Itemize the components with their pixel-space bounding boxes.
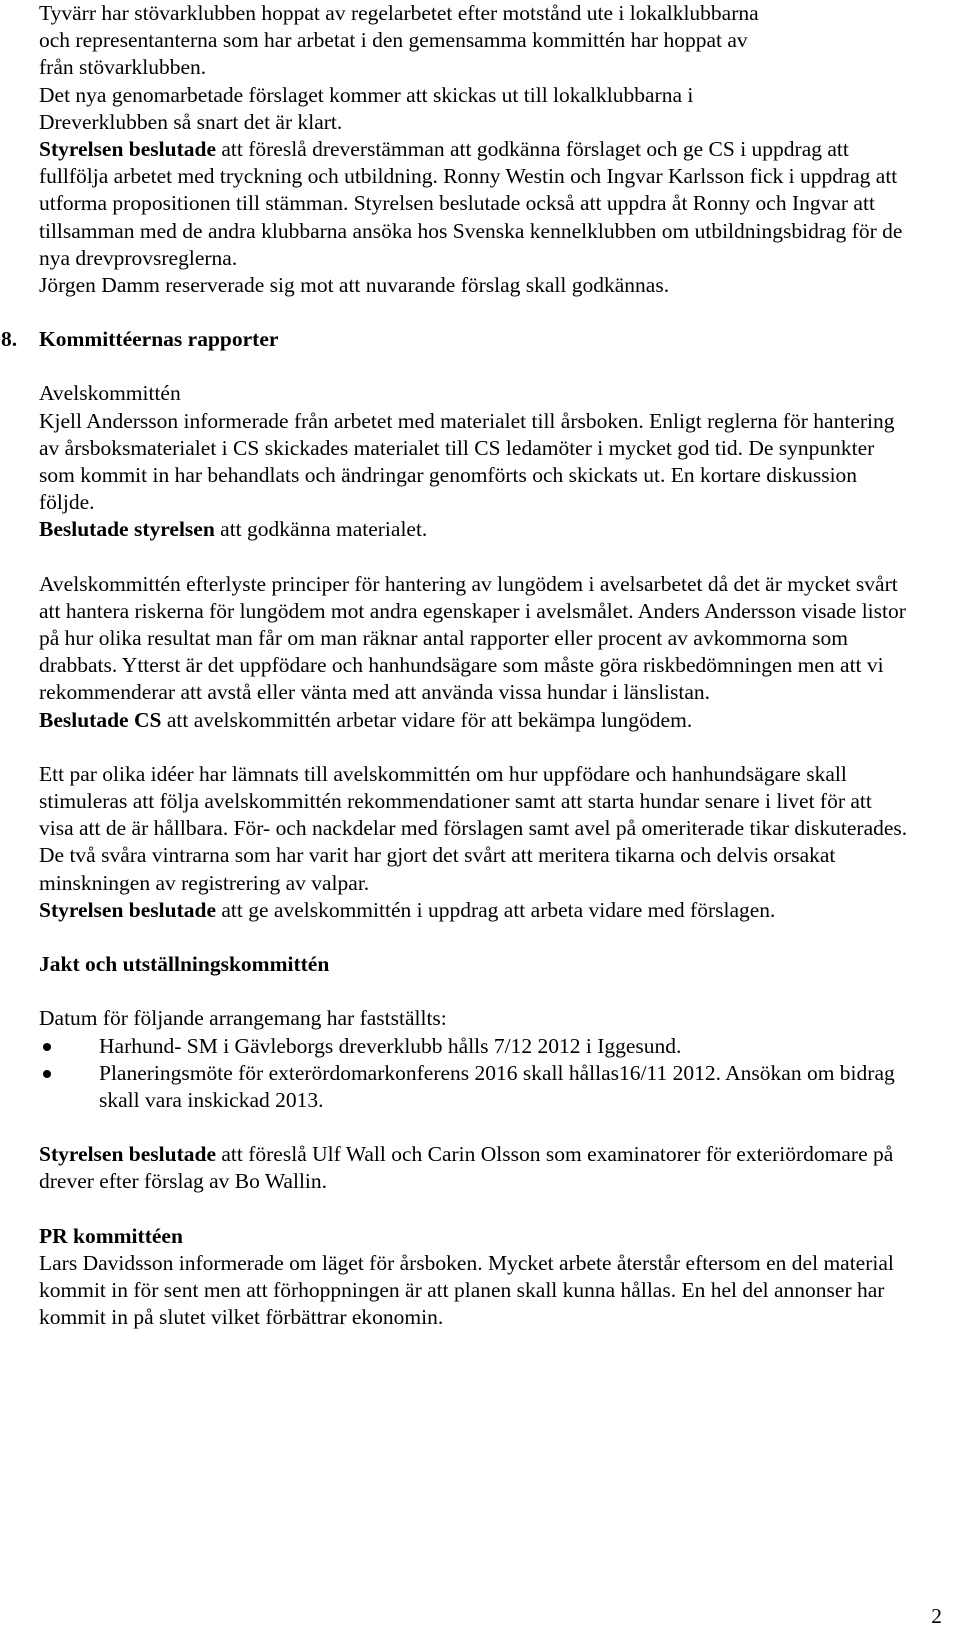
pr-paragraph: Lars Davidsson informerade om läget för årsboken. Mycket arbete återstår eftersom en del material kommit in för sent men att förhoppningen är att planen skall kunna hållas. En hel del annonser har kommit in på slutet vilket förbättrar ekonomin. — [39, 1250, 894, 1330]
intro-rest-text: Ronny Westin och Ingvar Karlsson fick i uppdrag att utforma propositionen till stämman. Styrelsen beslutade också att uppdra åt Ronny och Ingvar att tillsamman med de andra klubbarna ansöka hos Svenska kennelklubben om utbildningsbidrag för de nya drevprovsreglerna. — [39, 164, 903, 270]
reservation-text: Jörgen Damm reserverade sig mot att nuvarande förslag skall godkännas. — [39, 273, 670, 298]
section-number: 8. — [1, 327, 18, 352]
avel-text-2: Avelskommittén efterlyste principer för hantering av lungödem i avelsarbetet då det är mycket svårt att hantera riskerna för lungödem mot andra egenskaper i avelsmålet. Anders Andersson visade listor på hur olika resultat man får om man räknar antal rapporter eller procent av avkommorna som drabbats. Ytterst är det uppfödare och hanhundsägare som måste göra riskbedömningen men att vi rekommenderar att avstå eller vänta med att använda vissa hundar i länslistan. — [39, 571, 906, 705]
avel-text-3: Ett par olika idéer har lämnats till avelskommittén om hur uppfödare och hanhundsägare skall stimuleras att följa avelskommittén rekommendationer samt att starta hundar senare i livet för att visa att de är hållbara. För- och nackdelar med förslagen samt avel på omeriterade tikar diskuterades. De två svåra vintrarna som har varit har gjort det svårt att meritera tikarna och delvis orsakat minskningen av registrering av valpar. — [39, 761, 908, 895]
decision-label: Beslutade styrelsen — [39, 517, 215, 542]
avel-paragraph-1 — [39, 408, 909, 544]
list-item-text: Harhund- SM i Gävleborgs dreverklubb hålls 7/12 2012 i Iggesund. — [99, 1033, 682, 1058]
jakt-heading: Jakt och utställningskommittén — [39, 952, 330, 977]
decision-text: att föreslå Ulf Wall och Carin Olsson som examinatorer för exteriördomare på drever efter förslag av Bo Wallin. — [39, 1142, 894, 1194]
intro-line: från stövarklubben. — [39, 55, 207, 80]
jakt-intro: Datum för följande arrangemang har fastställts: — [39, 1006, 447, 1031]
avel-paragraph-3 — [39, 761, 909, 924]
avel-paragraph-2 — [39, 571, 909, 734]
decision-label: Styrelsen beslutade — [39, 897, 216, 922]
bullet-icon — [43, 1043, 51, 1051]
page-number: 2 — [931, 1604, 942, 1628]
intro-line: Det nya genomarbetade förslaget kommer att skickas ut till lokalklubbarna i — [39, 82, 694, 107]
decision-text: att godkänna materialet. — [214, 517, 428, 542]
list-item — [39, 1060, 909, 1114]
intro-line: och representanterna som har arbetat i den gemensamma kommittén har hoppat av — [39, 28, 748, 53]
decision-text: att avelskommittén arbetar vidare för att bekämpa lungödem. — [161, 707, 693, 732]
intro-line: Tyvärr har stövarklubben hoppat av regelarbetet efter motstånd ute i lokalklubbarna — [39, 1, 759, 25]
arrangement-list — [39, 1033, 909, 1115]
decision-text: att föreslå dreverstämman att godkänna förslaget och ge CS i uppdrag att fullfölja arbetet med tryckning och utbildning. — [39, 137, 849, 189]
decision-label: Styrelsen beslutade — [39, 1142, 216, 1167]
bullet-icon — [43, 1070, 51, 1078]
section-heading — [1, 326, 909, 353]
section-title: Kommittéernas rapporter — [39, 327, 279, 352]
decision-label: Beslutade CS — [39, 707, 162, 732]
avel-heading: Avelskommittén — [39, 381, 181, 406]
intro-paragraph — [39, 0, 909, 299]
avel-text-1: Kjell Andersson informerade från arbetet med materialet till årsboken. Enligt reglerna för hantering av årsboksmaterialet i CS skickades materialet till CS ledamöter i mycket god tid. De synpunkter som kommit in har behandlats och ändringar genomförts och skickats ut. En kortare diskussion följde. — [39, 408, 895, 515]
list-item — [39, 1033, 909, 1060]
decision-label: Styrelsen beslutade — [39, 137, 216, 162]
pr-heading: PR kommittéen — [39, 1223, 183, 1248]
document-page — [1, 0, 909, 1331]
list-item-text: Planeringsmöte för exterördomarkonferens 2016 skall hållas16/11 2012. Ansökan om bidrag skall vara inskickad 2013. — [99, 1060, 895, 1112]
intro-line: Dreverklubben så snart det är klart. — [39, 109, 343, 134]
jakt-decision — [39, 1141, 909, 1195]
decision-text: att ge avelskommittén i uppdrag att arbeta vidare med förslagen. — [216, 897, 776, 922]
